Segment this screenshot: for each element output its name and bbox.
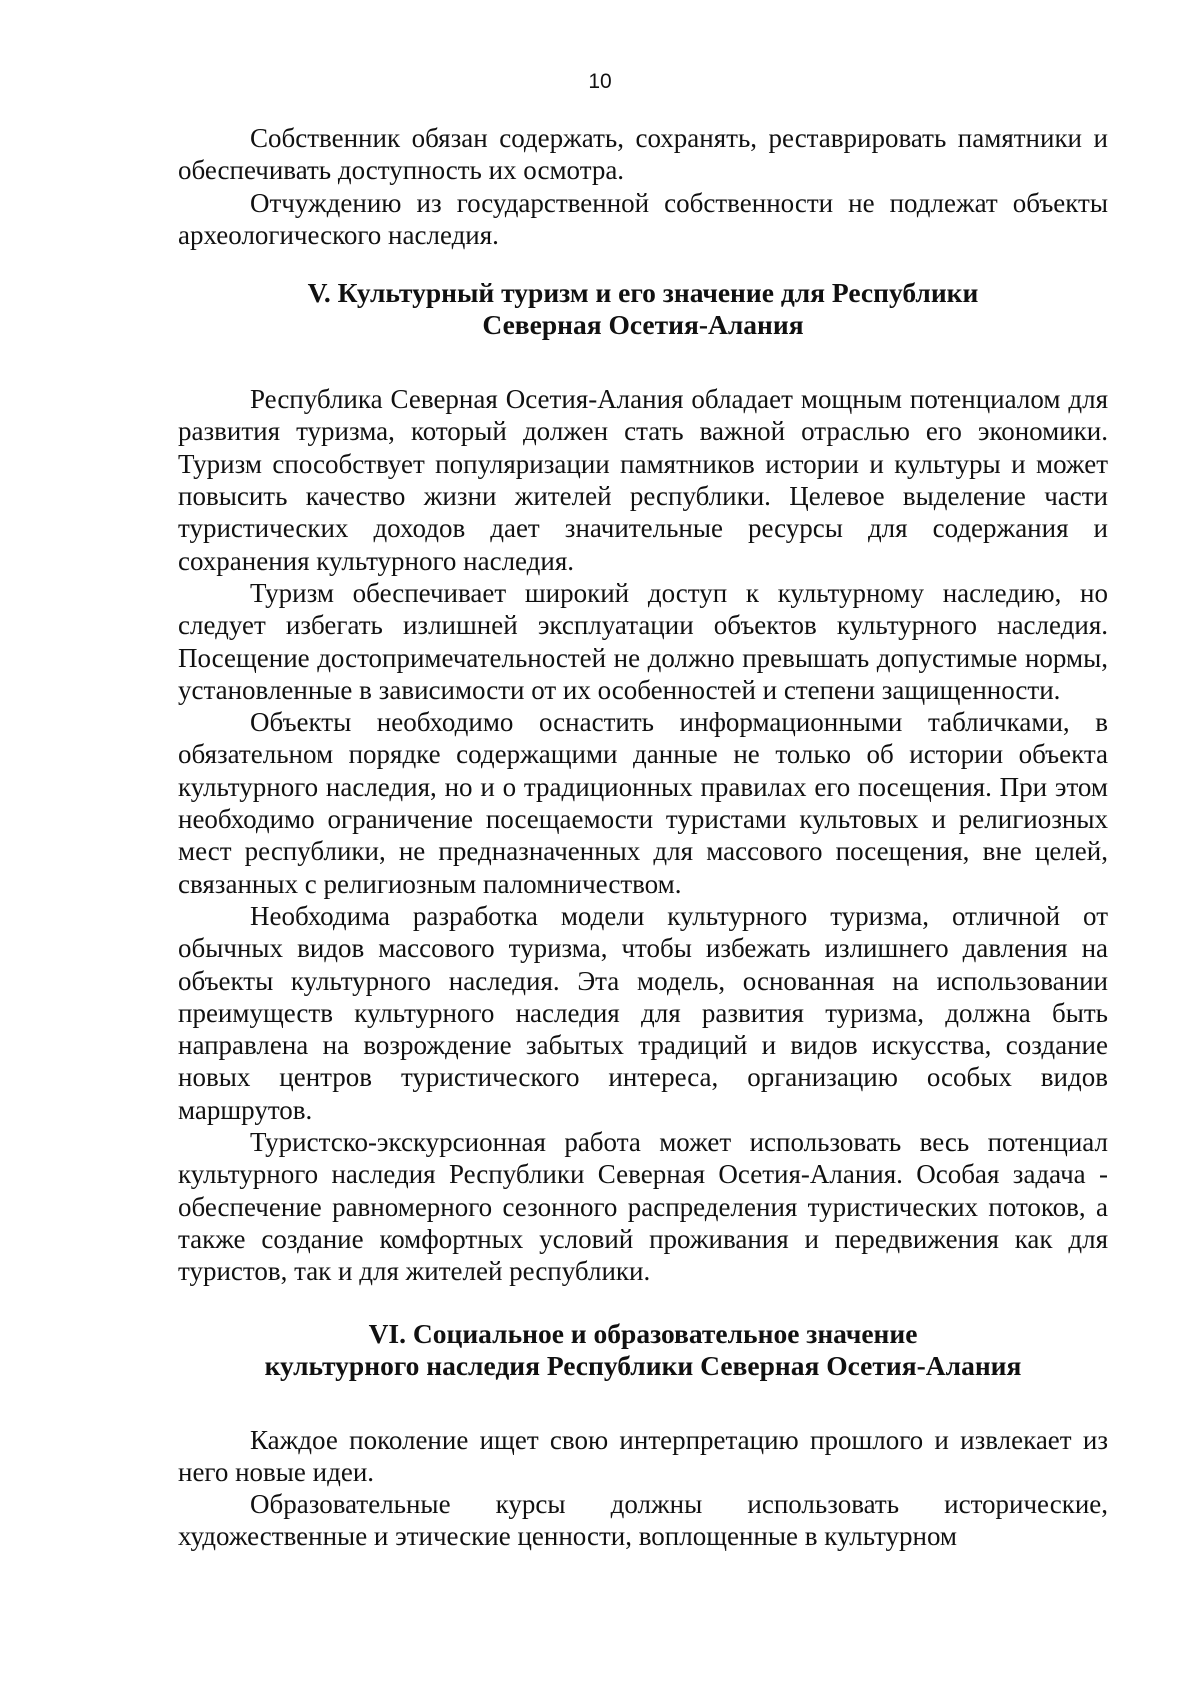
- section-heading-5-line-1: V. Культурный туризм и его значение для Республики: [307, 277, 979, 309]
- paragraph: Собственник обязан содержать, сохранять, реставрировать памятники и обеспечивать доступность их осмотра.: [178, 123, 1108, 186]
- section-heading-5: [178, 277, 1108, 341]
- paragraph: Необходима разработка модели культурного туризма, отличной от обычных видов массового туризма, чтобы избежать излишнего давления на объекты культурного наследия. Эта модель, основанная на использовании преимуществ культурного наследия для развития туризма, должна быть направлена на возрождение забытых традиций и видов искусства, создание новых центров туристического интереса, организацию особых видов маршрутов.: [178, 900, 1108, 1125]
- page-number: 10: [588, 70, 612, 93]
- paragraph: Каждое поколение ищет свою интерпретацию прошлого и извлекает из него новые идеи.: [178, 1424, 1108, 1487]
- section-heading-6: [178, 1318, 1108, 1382]
- section-heading-6-line-2: культурного наследия Республики Северная Осетия-Алания: [264, 1349, 1022, 1381]
- paragraph: Объекты необходимо оснастить информационными табличками, в обязательном порядке содержащими данные не только об истории объекта культурного наследия, но и о традиционных правилах его посещения. При этом необходимо ограничение посещаемости туристами культовых и религиозных мест республики, не предназначенных для массового посещения, вне целей, связанных с религиозным паломничеством.: [178, 707, 1108, 899]
- paragraph: Отчуждению из государственной собственности не подлежат объекты археологического наследия.: [178, 187, 1108, 250]
- document-body: [178, 122, 1108, 1553]
- paragraph: Туристско-экскурсионная работа может использовать весь потенциал культурного наследия Республики Северная Осетия-Алания. Особая задача - обеспечение равномерного сезонного распределения туристических потоков, а также создание комфортных условий проживания и передвижения как для туристов, так и для жителей республики.: [178, 1127, 1108, 1287]
- paragraph: Республика Северная Осетия-Алания обладает мощным потенциалом для развития туризма, который должен стать важной отраслью его экономики. Туризм способствует популяризации памятников истории и культуры и может повысить качество жизни жителей республики. Целевое выделение части туристических доходов дает значительные ресурсы для содержания и сохранения культурного наследия.: [178, 384, 1108, 576]
- section-heading-5-line-2: Северная Осетия-Алания: [482, 309, 804, 341]
- section-heading-6-line-1: VI. Социальное и образовательное значение: [368, 1317, 918, 1349]
- paragraph: Туризм обеспечивает широкий доступ к культурному наследию, но следует избегать излишней эксплуатации объектов культурного наследия. Посещение достопримечательностей не должно превышать допустимые нормы, установленные в зависимости от их особенностей и степени защищенности.: [178, 577, 1108, 705]
- paragraph: Образовательные курсы должны использовать исторические, художественные и этические ценности, воплощенные в культурном: [178, 1489, 1108, 1552]
